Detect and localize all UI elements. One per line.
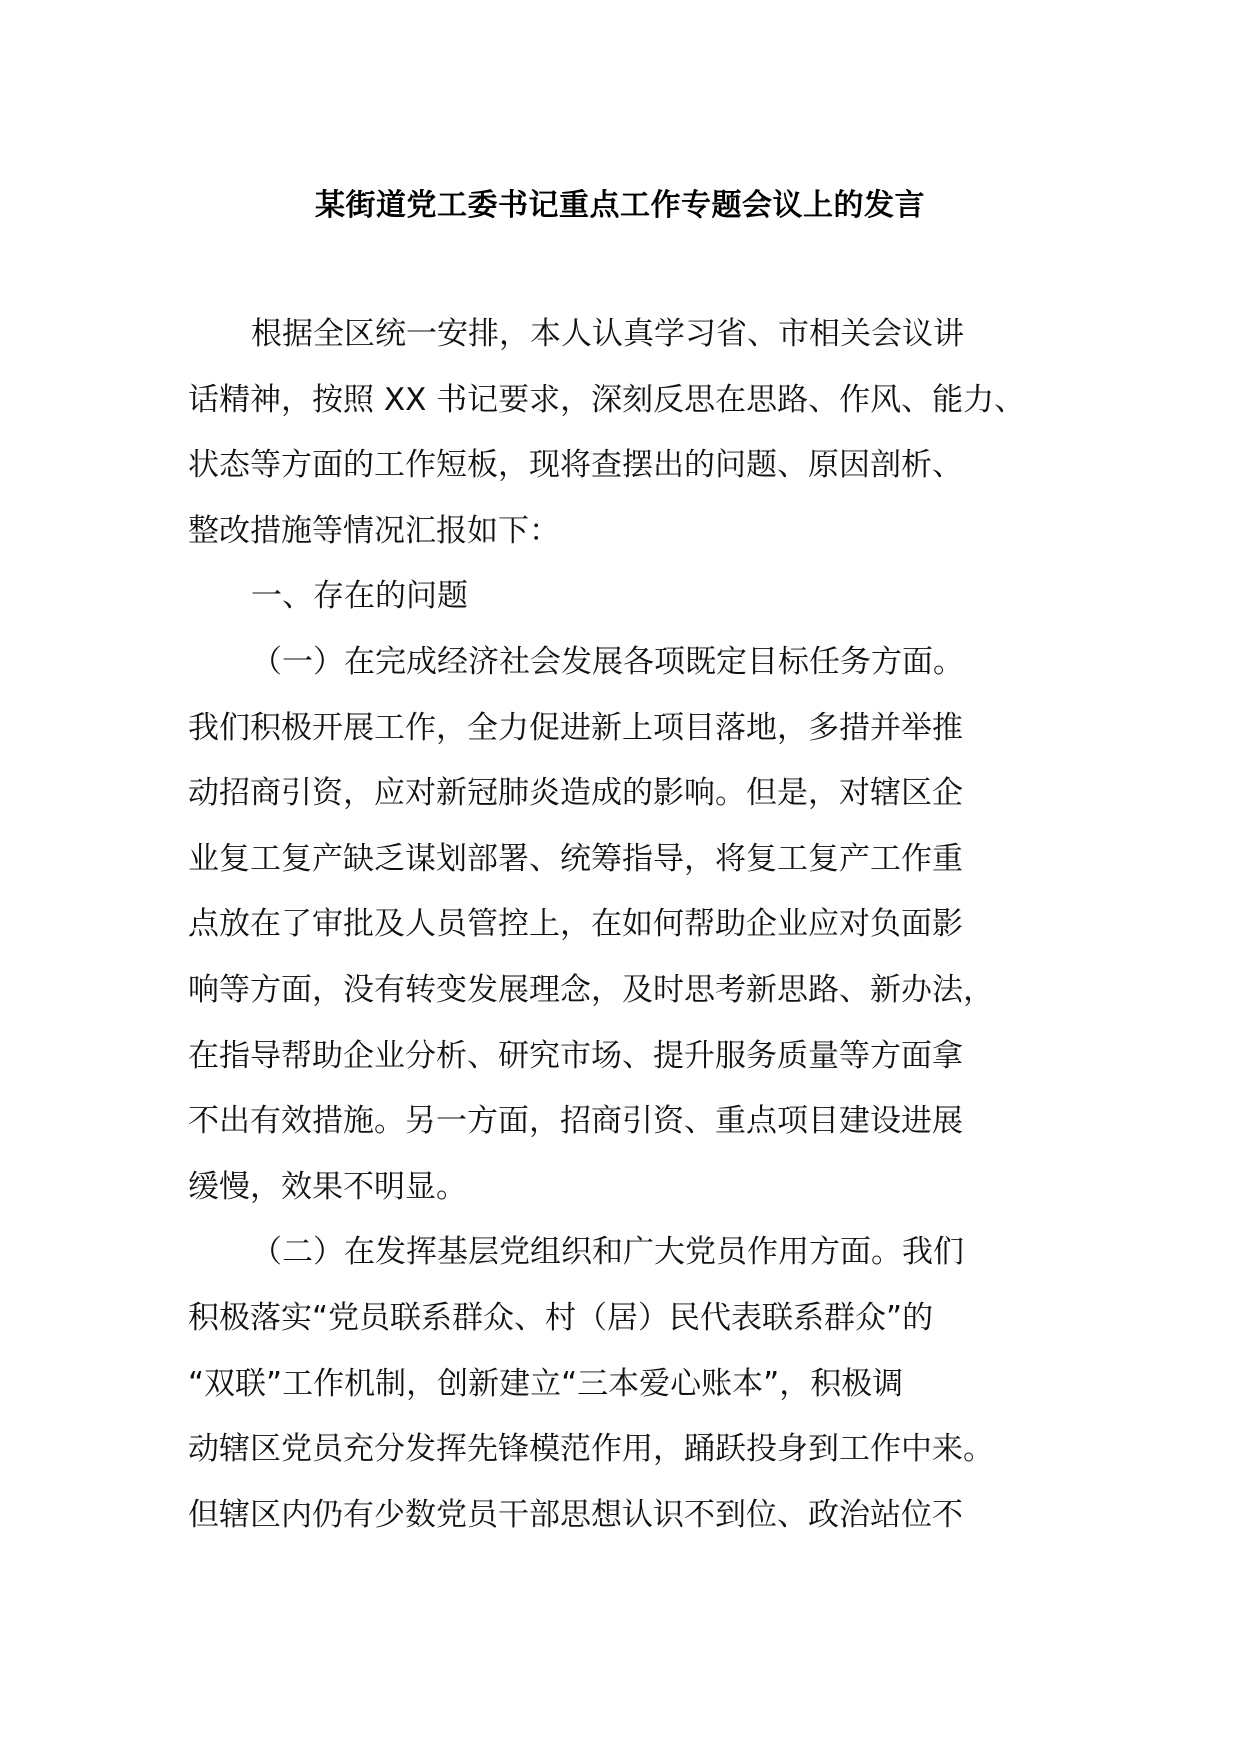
paragraph-line: 积极落实“党员联系群众、村（居）民代表联系群众”的 [188, 1299, 934, 1336]
paragraph-line: 业复工复产缺乏谋划部署、统筹指导，将复工复产工作重 [188, 840, 963, 877]
paragraph-line: 不出有效措施。另一方面，招商引资、重点项目建设进展 [188, 1103, 963, 1140]
paragraph-line: 状态等方面的工作短板，现将查摆出的问题、原因剖析、 [188, 447, 963, 484]
subsection-heading: （一）在完成经济社会发展各项既定目标任务方面。 [251, 643, 964, 680]
paragraph-line: 点放在了审批及人员管控上，在如何帮助企业应对负面影 [188, 906, 963, 943]
paragraph-line: 在指导帮助企业分析、研究市场、提升服务质量等方面拿 [188, 1037, 963, 1074]
section-heading: 一、存在的问题 [251, 578, 468, 615]
paragraph-line: 整改措施等情况汇报如下： [188, 512, 560, 549]
document-body [188, 302, 1088, 1548]
document-title: 某街道党工委书记重点工作专题会议上的发言 [315, 188, 925, 223]
paragraph-line: 动招商引资，应对新冠肺炎造成的影响。但是，对辖区企 [188, 775, 963, 812]
paragraph-line: 响等方面，没有转变发展理念，及时思考新思路、新办法， [188, 971, 994, 1008]
paragraph-line: 我们积极开展工作，全力促进新上项目落地，多措并举推 [188, 709, 963, 746]
paragraph-line: 根据全区统一安排，本人认真学习省、市相关会议讲 [251, 316, 964, 352]
paragraph-line: 但辖区内仍有少数党员干部思想认识不到位、政治站位不 [188, 1496, 963, 1533]
paragraph-line: 动辖区党员充分发挥先锋模范作用，踊跃投身到工作中来。 [188, 1431, 994, 1468]
paragraph-line: 话精神，按照 XX 书记要求，深刻反思在思路、作风、能力、 [188, 381, 1026, 418]
subsection-heading: （二）在发挥基层党组织和广大党员作用方面。我们 [251, 1234, 964, 1271]
paragraph-line: 缓慢，效果不明显。 [188, 1168, 467, 1205]
paragraph-line: “双联”工作机制，创新建立“三本爱心账本”，积极调 [188, 1365, 904, 1402]
